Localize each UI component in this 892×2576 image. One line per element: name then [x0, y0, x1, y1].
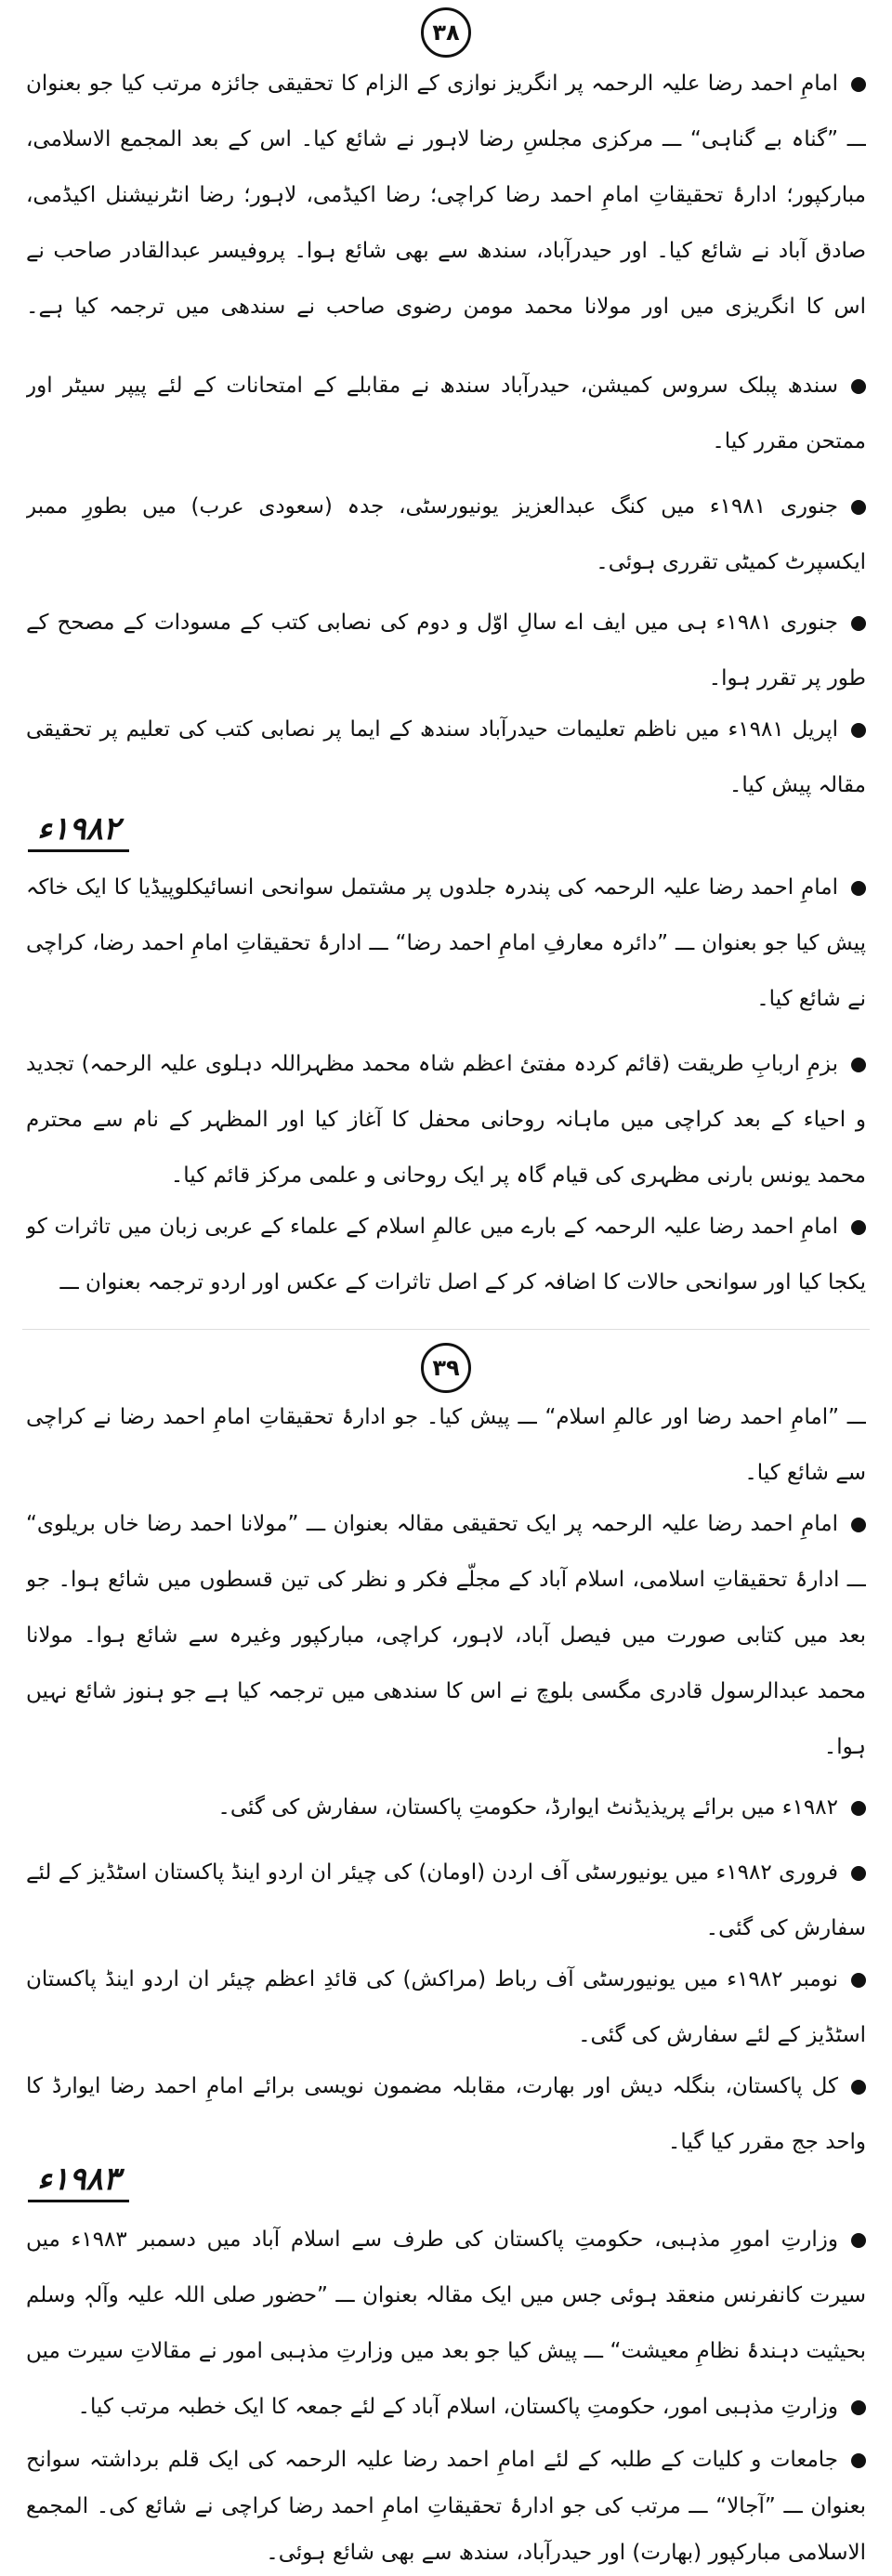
list-item	[26, 595, 866, 706]
list-item	[26, 1199, 866, 1310]
entry-text: امامِ احمد رضا علیہ الرحمہ پر ایک تحقیقی مقالہ بعنوان ـــ ”مولانا احمد رضا خاں بریلوی“ ـــ ادارۂ تحقیقاتِ اسلامی، اسلام آباد کے مجلّے فکر و نظر کی تین قسطوں میں شائع ہوا۔ جو بعد میں کتابی صورت میں فیصل آباد، لاہور، کراچی، مبارکپور وغیرہ سے شائع ہوا۔ مولانا محمد عبدالرسول قادری مگسی بلوچ نے اس کا سندھی میں ترجمہ کیا ہے جو ہنوز شائع نہیں ہوا۔	[26, 1512, 866, 1759]
entry-text: امامِ احمد رضا علیہ الرحمہ پر انگریز نوازی کے الزام کا تحقیقی جائزہ مرتب کیا جو بعنوان ـــ ”گناہ بے گناہی“ ـــ مرکزی مجلسِ رضا لاہور نے شائع کیا۔ اس کے بعد المجمع الاسلامی، مبارکپور؛ ادارۂ تحقیقاتِ امامِ احمد رضا کراچی؛ رضا اکیڈمی، لاہور؛ رضا انٹرنیشنل اکیڈمی، صادق آباد نے شائع کیا۔ اور حیدرآباد، سندھ سے بھی شائع ہوا۔ پروفیسر عبدالقادر صاحب نے اس کا انگریزی میں اور مولانا محمد مومن رضوی صاحب نے سندھی میں ترجمہ کیا ہے۔	[26, 72, 866, 319]
page-number-badge: ٣٩	[421, 1343, 471, 1393]
bullet-icon	[851, 881, 866, 896]
bullet-icon	[851, 1518, 866, 1532]
bullet-icon	[851, 379, 866, 394]
page-number-badge: ٣٨	[421, 7, 471, 58]
bullet-icon	[851, 77, 866, 92]
list-item	[26, 1036, 866, 1203]
year-heading: ١٩٨٣ء	[28, 2161, 129, 2202]
bullet-icon	[851, 1058, 866, 1072]
list-item	[26, 2212, 866, 2379]
list-item	[26, 56, 866, 335]
entry-text: ـــ ”امامِ احمد رضا اور عالمِ اسلام“ ـــ پیش کیا۔ جو ادارۂ تحقیقاتِ امامِ احمد رضا نے کراچی سے شائع کیا۔	[26, 1405, 866, 1485]
entry-text: کل پاکستان، بنگلہ دیش اور بھارت، مقابلہ مضمون نویسی برائے امامِ احمد رضا ایوارڈ کا واحد جج مقرر کیا گیا۔	[26, 2074, 866, 2154]
list-item	[26, 702, 866, 813]
bullet-icon	[851, 1220, 866, 1235]
list-item	[26, 479, 866, 590]
entry-text: جنوری ١٩٨١ء ہی میں ایف اے سالِ اوّل و دوم کی نصابی کتب کے مسودات کے مصحح کے طور پر تقرر ہوا۔	[26, 611, 866, 690]
bullet-icon	[851, 616, 866, 631]
bullet-icon	[851, 1973, 866, 1988]
entry-text: وزارتِ مذہبی امور، حکومتِ پاکستان، اسلام آباد کے لئے جمعہ کا ایک خطبہ مرتب کیا۔	[77, 2395, 838, 2419]
bullet-icon	[851, 2233, 866, 2248]
bullet-icon	[851, 1801, 866, 1816]
bullet-icon	[851, 500, 866, 515]
bullet-icon	[851, 1866, 866, 1881]
list-item	[26, 1389, 866, 1501]
entry-text: بزمِ اربابِ طریقت (قائم کردہ مفتیٔ اعظم شاہ محمد مظہراللہ دہلوی علیہ الرحمہ) تجدید و احیاء کے بعد کراچی میں ماہانہ روحانی محفل کا آغاز کیا اور المظہر کے نام سے محترم محمد یونس بارنی مظہری کی قیام گاہ پر ایک روحانی و علمی مرکز قائم کیا۔	[26, 1052, 866, 1188]
bullet-icon	[851, 2453, 866, 2468]
entry-text: جامعات و کلیات کے طلبہ کے لئے امامِ احمد رضا علیہ الرحمہ کی ایک قلم برداشتہ سوانح بعنوان ـــ ”آجالا“ ـــ مرتب کی جو ادارۂ تحقیقاتِ امامِ احمد رضا کراچی نے شائع کی۔ المجمع الاسلامی مبارکپور (بھارت) اور حیدرآباد، سندھ سے بھی شائع ہوئی۔	[26, 2448, 866, 2565]
entry-text: امامِ احمد رضا علیہ الرحمہ کی پندرہ جلدوں پر مشتمل سوانحی انسائیکلوپیڈیا کا ایک خاکہ پیش کیا جو بعنوان ـــ ”دائرہ معارفِ امامِ احمد رضا“ ـــ ادارۂ تحقیقاتِ امامِ احمد رضا، کراچی نے شائع کیا۔	[26, 875, 866, 1011]
entry-text: ١٩٨٢ء میں برائے پریذیڈنٹ ایوارڈ، حکومتِ پاکستان، سفارش کی گئی۔	[217, 1795, 838, 1820]
entry-text: نومبر ١٩٨٢ء میں یونیورسٹی آف رباط (مراکش) کی قائدِ اعظم چیئر ان اردو اینڈ پاکستان اسٹڈیز کے لئے سفارش کی گئی۔	[26, 1967, 866, 2047]
entry-text: اپریل ١٩٨١ء میں ناظم تعلیمات حیدرآباد سندھ کے ایما پر نصابی کتب کی تعلیم پر تحقیقی مقالہ پیش کیا۔	[26, 717, 866, 797]
list-item	[26, 1780, 866, 1835]
list-item	[26, 2379, 866, 2435]
bullet-icon	[851, 2400, 866, 2415]
bullet-icon	[851, 723, 866, 738]
list-item	[26, 2058, 866, 2170]
entry-text: جنوری ١٩٨١ء میں کنگ عبدالعزیز یونیورسٹی، جدہ (سعودی عرب) میں بطورِ ممبر ایکسپرٹ کمیٹی تقرری ہوئی۔	[26, 494, 866, 574]
list-item	[26, 1845, 866, 1956]
list-item	[26, 2437, 866, 2576]
bullet-icon	[851, 2080, 866, 2095]
entry-text: امامِ احمد رضا علیہ الرحمہ کے بارے میں عالمِ اسلام کے علماء کے عربی زبان میں تاثرات کو یکجا کیا اور سوانحی حالات کا اضافہ کر کے اصل تاثرات کے عکس اور اردو ترجمہ بعنوان ـــ	[26, 1215, 866, 1295]
year-heading: ١٩٨٢ء	[28, 810, 129, 852]
list-item	[26, 860, 866, 1027]
list-item	[26, 358, 866, 469]
page-divider	[22, 1329, 870, 1330]
entry-text: وزارتِ امورِ مذہبی، حکومتِ پاکستان کی طرف سے اسلام آباد میں دسمبر ١٩٨٣ء میں سیرت کانفرنس منعقد ہوئی جس میں ایک مقالہ بعنوان ـــ ”حضور صلی اللہ علیہ وآلہٖ وسلم بحیثیت دہندۂ نظامِ معیشت“ ـــ پیش کیا جو بعد میں وزارتِ مذہبی امور نے مقالاتِ سیرت میں	[26, 2228, 866, 2363]
entry-text: سندھ پبلک سروس کمیشن، حیدرآباد سندھ نے مقابلے کے امتحانات کے لئے پیپر سیٹر اور ممتحن مقرر کیا۔	[26, 374, 866, 453]
entry-text: فروری ١٩٨٢ء میں یونیورسٹی آف اردن (اومان) کی چیئر ان اردو اینڈ پاکستان اسٹڈیز کے لئے سفارش کی گئی۔	[26, 1860, 866, 1940]
list-item	[26, 1496, 866, 1775]
list-item	[26, 1952, 866, 2063]
